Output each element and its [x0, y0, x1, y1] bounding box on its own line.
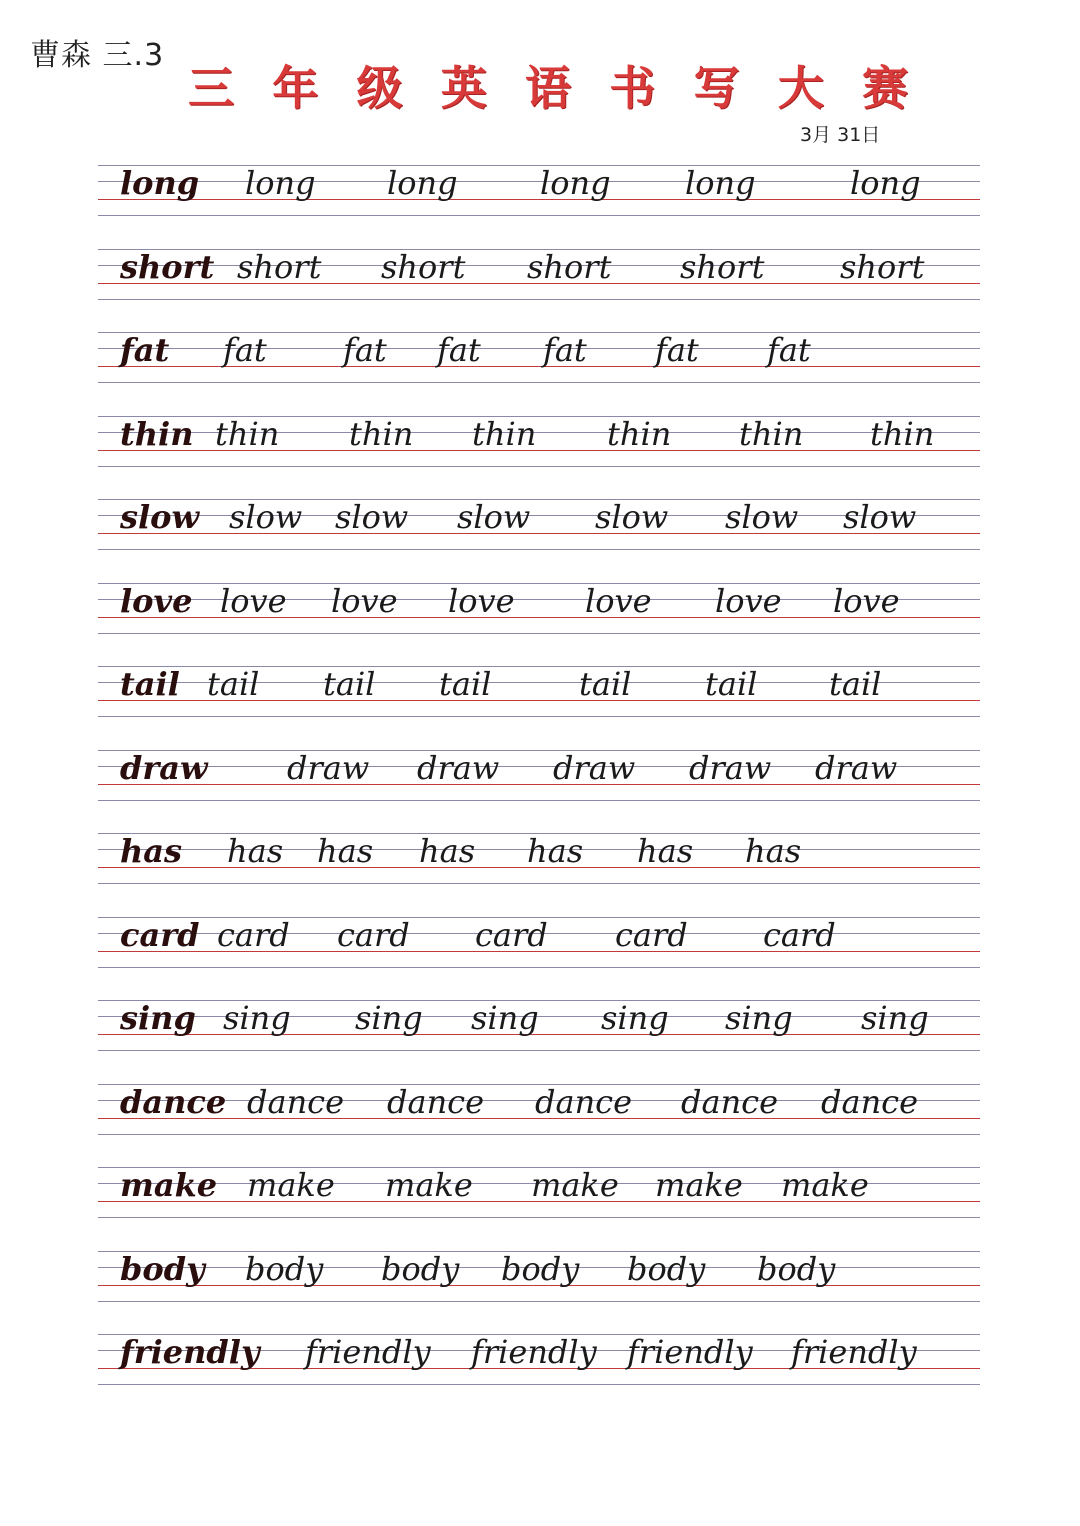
copied-word: short — [840, 247, 925, 286]
copied-word: sing — [601, 999, 669, 1037]
practice-row — [98, 332, 980, 382]
ruled-line — [98, 1050, 980, 1051]
practice-row — [98, 666, 980, 716]
copied-word: sing — [725, 999, 793, 1037]
copied-word: tail — [705, 665, 758, 703]
practice-row — [98, 165, 980, 215]
practice-row — [98, 1251, 980, 1301]
copied-word: fat — [767, 331, 811, 369]
copied-word: friendly — [627, 1333, 753, 1371]
copied-word: slow — [335, 498, 409, 536]
copied-word: love — [220, 581, 287, 620]
copied-word: fat — [543, 331, 587, 369]
copied-word: thin — [607, 414, 672, 453]
copied-word: short — [237, 247, 322, 286]
copied-word: short — [527, 247, 612, 286]
model-word: make — [120, 1166, 218, 1204]
copied-word: thin — [215, 414, 280, 453]
copied-word: thin — [870, 414, 935, 453]
copied-word: thin — [739, 414, 804, 453]
copied-word: body — [627, 1249, 706, 1288]
copied-word: card — [217, 915, 290, 954]
model-word: card — [120, 915, 200, 954]
copied-word: long — [245, 164, 316, 202]
ruled-line — [98, 299, 980, 300]
copied-word: fat — [343, 331, 387, 369]
practice-row — [98, 917, 980, 967]
copied-word: has — [637, 832, 694, 870]
copied-word: draw — [689, 748, 772, 787]
model-word: sing — [120, 999, 196, 1037]
practice-row — [98, 416, 980, 466]
copied-word: slow — [843, 498, 917, 536]
ruled-line — [98, 1301, 980, 1302]
copied-word: body — [757, 1249, 836, 1288]
copied-word: sing — [223, 999, 291, 1037]
copied-word: friendly — [791, 1333, 917, 1371]
date: 3月 31日 — [800, 124, 881, 146]
title-char: 级 — [356, 61, 403, 115]
title-char: 赛 — [862, 61, 908, 115]
title-char: 语 — [525, 61, 571, 115]
copied-word: draw — [553, 748, 636, 787]
copied-word: dance — [681, 1082, 779, 1121]
model-word: short — [120, 247, 215, 286]
copied-word: make — [385, 1166, 473, 1204]
practice-row — [98, 1334, 980, 1384]
copied-word: love — [585, 581, 652, 620]
ruled-line — [98, 1217, 980, 1218]
practice-row — [98, 583, 980, 633]
ruled-line — [98, 165, 980, 166]
copied-word: card — [763, 915, 836, 954]
copied-word: draw — [815, 748, 898, 787]
practice-row — [98, 499, 980, 549]
model-word: slow — [120, 498, 200, 536]
copied-word: draw — [417, 748, 500, 787]
copied-word: card — [615, 915, 688, 954]
copied-word: sing — [861, 999, 929, 1037]
ruled-line — [98, 382, 980, 383]
copied-word: love — [833, 581, 900, 620]
practice-row — [98, 1000, 980, 1050]
copied-word: card — [337, 915, 410, 954]
ruled-line — [98, 1384, 980, 1385]
copied-word: dance — [387, 1082, 485, 1121]
copied-word: fat — [655, 331, 699, 369]
ruled-line — [98, 215, 980, 216]
ruled-line — [98, 1134, 980, 1135]
copied-word: has — [527, 832, 584, 870]
copied-word: sing — [355, 999, 423, 1037]
ruled-line — [98, 549, 980, 550]
copied-word: body — [245, 1249, 324, 1288]
practice-row — [98, 833, 980, 883]
title-char: 书 — [609, 61, 656, 115]
copied-word: has — [745, 832, 802, 870]
copied-word: fat — [223, 331, 267, 369]
copied-word: slow — [457, 498, 531, 536]
page-title — [188, 52, 908, 118]
model-word: draw — [120, 748, 208, 787]
copied-word: make — [531, 1166, 619, 1204]
practice-row — [98, 249, 980, 299]
ruled-line — [98, 633, 980, 634]
copied-word: thin — [349, 414, 414, 453]
copied-word: dance — [535, 1082, 633, 1121]
model-word: long — [120, 164, 200, 202]
copied-word: long — [387, 164, 458, 202]
title-char: 年 — [272, 61, 319, 115]
copied-word: body — [381, 1249, 460, 1288]
copied-word: love — [448, 581, 515, 620]
ruled-line — [98, 181, 980, 182]
ruled-line — [98, 716, 980, 717]
copied-word: tail — [439, 665, 492, 703]
copied-word: has — [419, 832, 476, 870]
copied-word: slow — [725, 498, 799, 536]
ruled-line — [98, 466, 980, 467]
copied-word: thin — [472, 414, 537, 453]
copied-word: card — [475, 915, 548, 954]
model-word: has — [120, 832, 183, 870]
model-word: body — [120, 1249, 205, 1288]
copied-word: has — [317, 832, 374, 870]
copied-word: long — [540, 164, 611, 202]
model-word: dance — [120, 1082, 227, 1121]
model-word: tail — [120, 665, 180, 703]
ruled-line — [98, 967, 980, 968]
copied-word: tail — [323, 665, 376, 703]
copied-word: friendly — [471, 1333, 597, 1371]
copied-word: short — [381, 247, 466, 286]
model-word: love — [120, 581, 193, 620]
copied-word: tail — [207, 665, 260, 703]
copied-word: long — [685, 164, 756, 202]
ruled-line — [98, 800, 980, 801]
copied-word: long — [850, 164, 921, 202]
student-name: 曹森 三.3 — [30, 38, 165, 73]
ruled-line — [98, 199, 980, 200]
copied-word: love — [331, 581, 398, 620]
title-char: 写 — [693, 61, 740, 115]
copied-word: tail — [579, 665, 632, 703]
copied-word: has — [227, 832, 284, 870]
model-word: thin — [120, 414, 194, 453]
copied-word: make — [247, 1166, 335, 1204]
title-char: 英 — [440, 61, 487, 115]
copied-word: fat — [437, 331, 481, 369]
practice-row — [98, 1084, 980, 1134]
copied-word: slow — [595, 498, 669, 536]
copied-word: sing — [471, 999, 539, 1037]
copied-word: friendly — [305, 1333, 431, 1371]
copied-word: draw — [287, 748, 370, 787]
copied-word: make — [655, 1166, 743, 1204]
model-word: fat — [120, 331, 170, 369]
copied-word: dance — [821, 1082, 919, 1121]
ruled-line — [98, 883, 980, 884]
copied-word: love — [715, 581, 782, 620]
copied-word: dance — [247, 1082, 345, 1121]
practice-row — [98, 750, 980, 800]
title-char: 三 — [188, 61, 234, 115]
model-word: friendly — [120, 1333, 260, 1371]
copied-word: make — [781, 1166, 869, 1204]
copied-word: body — [501, 1249, 580, 1288]
copied-word: short — [680, 247, 765, 286]
title-char: 大 — [777, 61, 824, 115]
copied-word: slow — [229, 498, 303, 536]
practice-row — [98, 1167, 980, 1217]
copied-word: tail — [829, 665, 882, 703]
